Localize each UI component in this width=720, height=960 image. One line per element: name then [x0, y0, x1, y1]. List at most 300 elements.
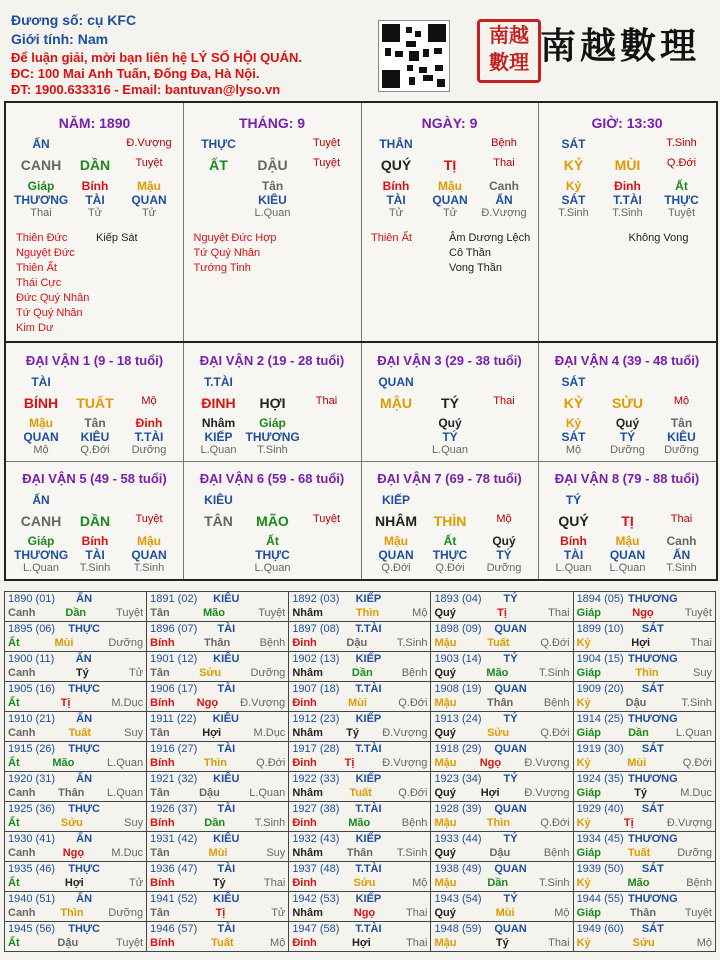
- year-cell[interactable]: [431, 592, 573, 622]
- branch: SỬU: [611, 395, 644, 411]
- year-cell[interactable]: [147, 622, 289, 652]
- year-label: 1892 (03): [292, 593, 340, 605]
- stem-branch-row: [547, 395, 709, 411]
- god-label: KIẾP: [381, 493, 410, 507]
- gender-line: [11, 31, 108, 48]
- spacer: [113, 622, 143, 636]
- year-label: 1902 (13): [292, 653, 340, 665]
- year-cell[interactable]: [431, 652, 573, 682]
- hidden-state: Tử: [87, 207, 103, 219]
- god-label: ẤN: [32, 137, 50, 151]
- year-branch: Sửu: [487, 727, 510, 739]
- year-stem: Giáp: [576, 787, 602, 799]
- year-state: Q.Đới: [398, 697, 428, 709]
- hidden-state: Tử: [141, 207, 157, 219]
- year-cell-bottom: [574, 756, 715, 770]
- year-label: 1910 (21): [8, 713, 56, 725]
- year-cell[interactable]: [431, 772, 573, 802]
- hidden-god: QUAN: [432, 193, 468, 207]
- year-cell[interactable]: [573, 892, 715, 922]
- year-cell[interactable]: [5, 922, 147, 952]
- pillar-2: [361, 103, 539, 342]
- spacer: [113, 652, 143, 666]
- year-cell-bottom: [431, 906, 572, 920]
- spacer: [246, 375, 300, 389]
- branch-state: Thai: [493, 157, 515, 169]
- spacer: [255, 862, 285, 876]
- dai-van-3[interactable]: [361, 343, 539, 462]
- year-state: T.Sinh: [538, 877, 570, 889]
- year-cell[interactable]: [573, 802, 715, 832]
- hidden-god: ẤN: [495, 193, 513, 207]
- spacer: [113, 862, 143, 876]
- year-stem: Giáp: [576, 907, 602, 919]
- year-branch: Dần: [351, 667, 373, 679]
- year-god: SÁT: [641, 923, 664, 935]
- hidden-states-row: [14, 562, 176, 574]
- spacer: [540, 892, 570, 906]
- year-label: 1939 (50): [576, 863, 624, 875]
- year-label: 1898 (09): [434, 623, 482, 635]
- year-cell[interactable]: [573, 832, 715, 862]
- year-god: T.TÀI: [355, 743, 382, 755]
- hidden-god: QUAN: [131, 193, 167, 207]
- stem-branch-row: [192, 157, 354, 173]
- dai-van-body: [14, 493, 176, 574]
- year-cell[interactable]: [289, 592, 431, 622]
- god-state: T.Sinh: [666, 137, 697, 149]
- hidden-god: QUAN: [23, 430, 59, 444]
- year-stem: Đinh: [292, 877, 317, 889]
- year-cell[interactable]: [289, 922, 431, 952]
- year-cell-bottom: [431, 936, 572, 950]
- hidden-god: QUAN: [131, 548, 167, 562]
- year-cell-bottom: [431, 756, 572, 770]
- stem: ĐINH: [201, 395, 236, 411]
- pillar-body: [192, 137, 354, 219]
- year-cell-top: [289, 592, 430, 606]
- year-label: 1924 (35): [576, 773, 624, 785]
- god-row: [369, 137, 531, 151]
- year-god: THỰC: [68, 623, 100, 635]
- year-state: L.Quan: [249, 787, 286, 799]
- god-label: THÂN: [379, 137, 413, 151]
- year-state: Suy: [124, 727, 144, 739]
- year-god: THƯƠNG: [627, 713, 678, 725]
- branch-state: Mộ: [141, 395, 157, 407]
- god-row: [547, 375, 709, 389]
- year-label: 1949 (60): [576, 923, 624, 935]
- spacer: [540, 622, 570, 636]
- empty: [300, 562, 354, 574]
- year-god: KIẾP: [355, 773, 382, 785]
- year-cell-top: [5, 802, 146, 816]
- dai-van-7[interactable]: [361, 461, 539, 579]
- star-item: Cô Thần: [449, 247, 491, 259]
- spacer: [682, 742, 712, 756]
- spacer: [477, 375, 531, 389]
- year-stem: Tân: [150, 787, 170, 799]
- year-stem: Đinh: [292, 757, 317, 769]
- year-cell[interactable]: [5, 862, 147, 892]
- year-cell[interactable]: [431, 892, 573, 922]
- year-cell-top: [5, 592, 146, 606]
- hidden-stem: Tân: [261, 179, 284, 193]
- empty: [300, 193, 354, 207]
- year-branch: Hợi: [202, 727, 222, 739]
- year-god: ẤN: [76, 773, 93, 785]
- hidden-stem: Ất: [266, 534, 279, 548]
- year-cell[interactable]: [147, 772, 289, 802]
- hidden-stem: Tân: [84, 416, 106, 430]
- table-row: [5, 742, 716, 772]
- year-branch: Ngọ: [479, 757, 502, 769]
- spacer: [397, 802, 427, 816]
- dai-van-title: ĐẠI VẬN 7 (69 - 78 tuổi): [377, 471, 522, 486]
- year-cell[interactable]: [5, 892, 147, 922]
- spacer: [540, 832, 570, 846]
- year-god: TÝ: [503, 593, 518, 605]
- qr-block: [395, 51, 403, 57]
- year-cell[interactable]: [573, 922, 715, 952]
- year-cell-bottom: [147, 846, 288, 860]
- year-label: 1903 (14): [434, 653, 482, 665]
- year-branch: Thìn: [486, 817, 510, 829]
- hidden-gods-row: [547, 548, 709, 562]
- year-label: 1904 (15): [576, 653, 624, 665]
- god-label: SÁT: [561, 375, 586, 389]
- year-label: 1932 (43): [292, 833, 340, 845]
- hidden-stems-row: [14, 179, 176, 193]
- year-cell[interactable]: [431, 922, 573, 952]
- empty: [192, 193, 246, 207]
- year-branch: Thân: [346, 847, 373, 859]
- year-cell-bottom: [431, 846, 572, 860]
- hidden-god: QUAN: [378, 548, 414, 562]
- year-cell[interactable]: [5, 592, 147, 622]
- year-cell[interactable]: [573, 622, 715, 652]
- year-stem: Đinh: [292, 697, 317, 709]
- dai-van-8[interactable]: [539, 461, 716, 579]
- year-cell[interactable]: [289, 712, 431, 742]
- hidden-stem: Ất: [675, 179, 688, 193]
- spacer: [397, 772, 427, 786]
- year-label: 1933 (44): [434, 833, 482, 845]
- year-cell[interactable]: [5, 622, 147, 652]
- year-god: THỰC: [68, 803, 100, 815]
- year-state: Bệnh: [543, 847, 570, 859]
- spacer: [540, 742, 570, 756]
- spacer: [397, 652, 427, 666]
- spacer: [246, 493, 300, 507]
- pillar-title: NĂM: 1890: [58, 115, 131, 131]
- year-state: Q.Đới: [540, 637, 570, 649]
- year-cell-top: [5, 832, 146, 846]
- year-god: KIẾP: [355, 893, 382, 905]
- god-row: [14, 493, 176, 507]
- spacer: [397, 712, 427, 726]
- year-cell[interactable]: [147, 652, 289, 682]
- dai-van-5[interactable]: [6, 461, 184, 579]
- hidden-states-row: [547, 444, 709, 456]
- year-branch: Tuất: [627, 847, 651, 859]
- year-cell[interactable]: [431, 682, 573, 712]
- hidden-states-row: [369, 444, 531, 456]
- year-cell[interactable]: [289, 862, 431, 892]
- year-cell[interactable]: [5, 652, 147, 682]
- year-cell[interactable]: [573, 742, 715, 772]
- year-cell[interactable]: [431, 622, 573, 652]
- year-cell-bottom: [147, 876, 288, 890]
- year-cell[interactable]: [5, 802, 147, 832]
- hidden-stem: Quý: [438, 416, 462, 430]
- dai-van-6[interactable]: [184, 461, 362, 579]
- year-state: L.Quan: [107, 787, 144, 799]
- spacer: [682, 622, 712, 636]
- table-row: [5, 652, 716, 682]
- year-stem: Mậu: [434, 877, 457, 889]
- year-cell[interactable]: [5, 682, 147, 712]
- year-cell[interactable]: [289, 772, 431, 802]
- hidden-stems-row: [547, 179, 709, 193]
- year-state: Bệnh: [686, 877, 712, 889]
- spacer: [682, 862, 712, 876]
- year-state: L.Quan: [675, 727, 712, 739]
- year-god: KIẾP: [355, 713, 382, 725]
- year-cell-top: [431, 652, 572, 666]
- year-cell-top: [574, 862, 715, 876]
- year-cell[interactable]: [573, 592, 715, 622]
- year-cell-bottom: [289, 666, 430, 680]
- year-cell[interactable]: [573, 682, 715, 712]
- year-cell[interactable]: [431, 862, 573, 892]
- stars-right: [449, 231, 530, 276]
- year-cell-top: [147, 592, 288, 606]
- god-row: [14, 137, 176, 151]
- year-cell-bottom: [574, 936, 715, 950]
- year-god: ẤN: [76, 833, 93, 845]
- qr-block: [437, 79, 445, 87]
- year-cell-top: [5, 622, 146, 636]
- dai-van-1[interactable]: [6, 343, 184, 462]
- year-god: KIÊU: [213, 773, 240, 785]
- year-cell[interactable]: [431, 832, 573, 862]
- year-cell-bottom: [431, 726, 572, 740]
- year-label: 1897 (08): [292, 623, 340, 635]
- year-cell[interactable]: [289, 802, 431, 832]
- hidden-state: Dưỡng: [131, 444, 167, 456]
- year-cell[interactable]: [289, 652, 431, 682]
- year-stem: Mậu: [434, 697, 457, 709]
- year-cell-top: [431, 682, 572, 696]
- year-branch: Mùi: [495, 907, 515, 919]
- year-cell[interactable]: [431, 712, 573, 742]
- qr-block: [382, 70, 400, 88]
- spacer: [682, 712, 712, 726]
- spacer: [540, 592, 570, 606]
- year-cell-top: [289, 862, 430, 876]
- table-row: [5, 772, 716, 802]
- pillar-body: [14, 137, 176, 219]
- year-cell-bottom: [147, 786, 288, 800]
- year-stem: Bính: [150, 637, 175, 649]
- year-stem: Ất: [8, 697, 20, 709]
- year-cell[interactable]: [289, 622, 431, 652]
- year-branch: Tị: [215, 907, 226, 919]
- year-branch: Dần: [487, 877, 509, 889]
- year-state: T.Sinh: [254, 817, 286, 829]
- year-cell[interactable]: [147, 832, 289, 862]
- year-cell-bottom: [574, 726, 715, 740]
- empty: [300, 548, 354, 562]
- year-god: TÝ: [503, 713, 518, 725]
- hidden-god: THƯƠNG: [14, 193, 69, 207]
- year-cell-top: [289, 682, 430, 696]
- god-label: QUAN: [378, 375, 414, 389]
- year-state: Tử: [129, 877, 144, 889]
- year-cell-bottom: [431, 876, 572, 890]
- year-cell[interactable]: [5, 832, 147, 862]
- dai-van-body: [369, 375, 531, 456]
- year-cell-bottom: [431, 606, 572, 620]
- year-stem: Kỷ: [576, 757, 591, 769]
- year-stem: Bính: [150, 817, 175, 829]
- year-cell[interactable]: [431, 742, 573, 772]
- spacer: [540, 772, 570, 786]
- year-branch: Tị: [497, 607, 507, 619]
- qr-code-icon[interactable]: [378, 20, 450, 92]
- hidden-stem: Bính: [382, 179, 410, 193]
- year-branch: Tị: [60, 697, 71, 709]
- hidden-states-row: [369, 562, 531, 574]
- year-branch: Sửu: [199, 667, 222, 679]
- dai-van-body: [192, 493, 354, 574]
- year-branch: Mão: [486, 667, 509, 679]
- dai-van-body: [547, 375, 709, 456]
- year-cell-bottom: [289, 756, 430, 770]
- year-cell[interactable]: [573, 862, 715, 892]
- hidden-stems-row: [192, 534, 354, 548]
- year-cell[interactable]: [289, 892, 431, 922]
- year-branch: Sửu: [353, 877, 376, 889]
- dai-van-2[interactable]: [184, 343, 362, 462]
- stem: BÍNH: [23, 395, 59, 411]
- branch: DẦN: [79, 513, 111, 529]
- year-cell-top: [431, 892, 572, 906]
- spacer: [423, 493, 477, 507]
- dai-van-title: ĐẠI VẬN 8 (79 - 88 tuổi): [554, 471, 700, 486]
- star-item: Thiên Ất: [371, 232, 412, 244]
- year-cell[interactable]: [573, 652, 715, 682]
- hidden-state: Q.Đới: [435, 562, 465, 574]
- stem: ẤT: [209, 157, 228, 173]
- spacer: [397, 682, 427, 696]
- year-cell[interactable]: [573, 772, 715, 802]
- year-cell[interactable]: [5, 742, 147, 772]
- year-god: T.TÀI: [355, 683, 382, 695]
- spacer: [397, 892, 427, 906]
- year-label: 1915 (26): [8, 743, 56, 755]
- year-label: 1912 (23): [292, 713, 340, 725]
- empty: [192, 207, 246, 219]
- hidden-stem: Kỷ: [565, 179, 582, 193]
- god-label: SÁT: [561, 137, 586, 151]
- phone-email-line[interactable]: ĐT: 1900.633316 - Email: bantuvan@lyso.vn: [11, 82, 281, 97]
- year-cell-top: [289, 622, 430, 636]
- year-cell[interactable]: [289, 832, 431, 862]
- hidden-stem: Quý: [492, 534, 516, 548]
- branch: MÃO: [256, 513, 289, 529]
- year-cell[interactable]: [5, 712, 147, 742]
- star-item: Không Vong: [628, 232, 689, 244]
- year-cell[interactable]: [573, 712, 715, 742]
- dai-van-body: [547, 493, 709, 574]
- year-stem: Bính: [150, 757, 175, 769]
- year-cell[interactable]: [147, 862, 289, 892]
- year-cell[interactable]: [147, 892, 289, 922]
- year-state: T.Sinh: [538, 667, 570, 679]
- year-stem: Đinh: [292, 637, 317, 649]
- dai-van-title: ĐẠI VẬN 2 (19 - 28 tuổi): [199, 353, 345, 368]
- year-cell[interactable]: [289, 682, 431, 712]
- year-cell-bottom: [147, 756, 288, 770]
- hidden-state: T.Sinh: [133, 562, 165, 574]
- hidden-gods-row: [14, 430, 176, 444]
- hidden-stem: Tân: [670, 416, 693, 430]
- hidden-god: TÝ: [619, 430, 636, 444]
- year-stem: Kỷ: [576, 637, 591, 649]
- hidden-state: Dưỡng: [664, 444, 699, 456]
- year-branch: Dần: [204, 817, 226, 829]
- year-state: Tử: [271, 907, 286, 919]
- year-label: 1927 (38): [292, 803, 340, 815]
- year-branch: Tuất: [211, 937, 234, 949]
- year-cell-top: [431, 802, 572, 816]
- year-cell[interactable]: [147, 802, 289, 832]
- year-label: 1914 (25): [576, 713, 624, 725]
- year-state: Tuyệt: [116, 937, 144, 949]
- year-cell[interactable]: [147, 712, 289, 742]
- year-branch: Dần: [628, 727, 649, 739]
- year-stem: Bính: [150, 937, 175, 949]
- year-branch: Tuất: [68, 727, 92, 739]
- year-cell[interactable]: [147, 922, 289, 952]
- dai-van-4[interactable]: [539, 343, 716, 462]
- year-cell[interactable]: [5, 772, 147, 802]
- star-item: Vong Thần: [449, 262, 503, 274]
- year-cell[interactable]: [147, 592, 289, 622]
- year-stem: Tân: [150, 907, 170, 919]
- year-branch: Hợi: [631, 637, 651, 649]
- year-cell[interactable]: [147, 742, 289, 772]
- year-stem: Kỷ: [576, 937, 591, 949]
- year-state: Đ.Vượng: [666, 817, 712, 829]
- year-stem: Mậu: [434, 937, 457, 949]
- year-cell[interactable]: [289, 742, 431, 772]
- year-label: 1925 (36): [8, 803, 56, 815]
- year-stem: Mậu: [434, 757, 457, 769]
- year-branch: Thìn: [203, 757, 227, 769]
- year-cell-top: [289, 802, 430, 816]
- year-state: Thai: [548, 607, 570, 619]
- year-cell[interactable]: [431, 802, 573, 832]
- year-cell[interactable]: [147, 682, 289, 712]
- hidden-god: KIÊU: [667, 430, 696, 444]
- empty: [369, 444, 423, 456]
- hidden-stem: Mậu: [384, 534, 408, 548]
- year-branch: Mùi: [208, 847, 228, 859]
- year-cell-bottom: [147, 906, 288, 920]
